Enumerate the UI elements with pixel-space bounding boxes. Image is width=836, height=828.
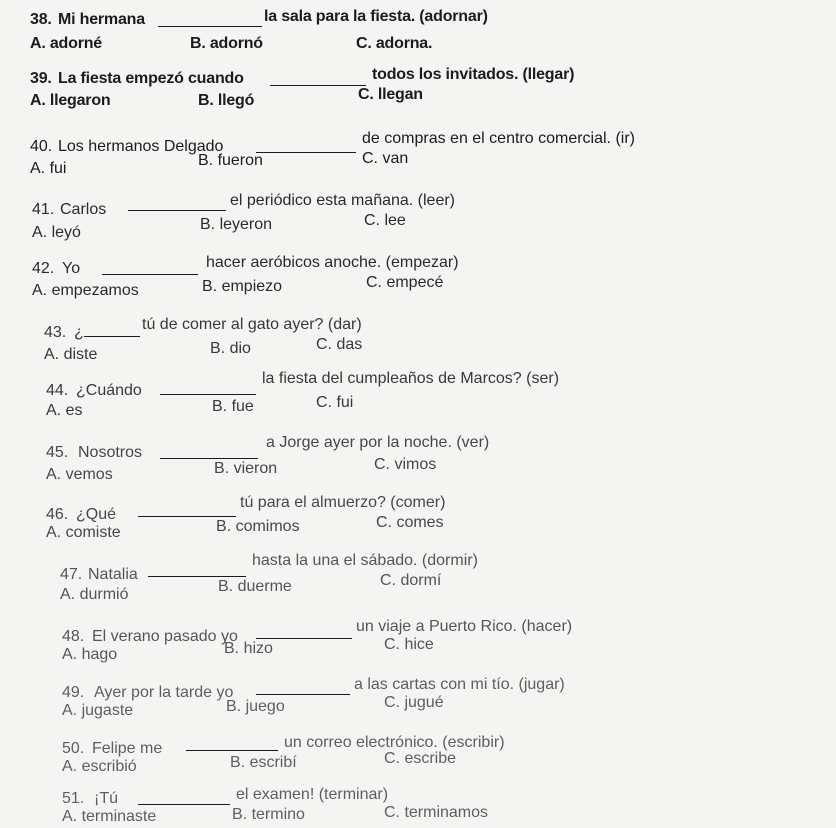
question-number: 46. <box>46 506 69 523</box>
answer-blank[interactable] <box>84 336 140 337</box>
question-prompt-end: a las cartas con mi tío. (jugar) <box>354 676 565 693</box>
option-b[interactable]: B. leyeron <box>200 216 273 233</box>
question-prompt-end: hacer aeróbicos anoche. (empezar) <box>206 254 459 271</box>
question-prompt-end: hasta la una el sábado. (dormir) <box>252 552 478 569</box>
answer-blank[interactable] <box>148 576 246 577</box>
option-c[interactable]: C. lee <box>364 212 406 229</box>
option-c[interactable]: C. vimos <box>374 456 437 473</box>
question-prompt-start: ¡Tú <box>94 790 118 807</box>
question-number: 42. <box>32 260 55 277</box>
option-c[interactable]: C. jugué <box>384 694 444 711</box>
option-c[interactable]: C. dormí <box>380 572 442 589</box>
option-c[interactable]: C. das <box>316 336 363 353</box>
question-prompt-start: Ayer por la tarde yo <box>94 684 234 701</box>
question-number: 50. <box>62 740 85 757</box>
answer-blank[interactable] <box>158 26 262 27</box>
option-b[interactable]: B. llegó <box>198 92 255 109</box>
option-c[interactable]: C. comes <box>376 514 444 531</box>
question-prompt-start: Los hermanos Delgado <box>58 138 224 155</box>
option-c[interactable]: C. fui <box>316 394 354 411</box>
option-a[interactable]: A. jugaste <box>62 702 134 719</box>
option-c[interactable]: C. terminamos <box>384 804 489 821</box>
question-prompt-end: la fiesta del cumpleaños de Marcos? (ser) <box>262 370 560 387</box>
question-43 <box>0 312 836 372</box>
question-51 <box>0 786 836 828</box>
option-c[interactable]: C. llegan <box>358 86 423 103</box>
question-number: 43. <box>44 324 67 341</box>
option-b[interactable]: B. empiezo <box>202 278 283 295</box>
answer-blank[interactable] <box>160 458 258 459</box>
question-prompt-end: la sala para la fiesta. (adornar) <box>264 8 488 25</box>
option-a[interactable]: A. llegaron <box>30 92 111 109</box>
answer-blank[interactable] <box>138 804 230 805</box>
option-c[interactable]: C. van <box>362 150 409 167</box>
option-b[interactable]: B. hizo <box>224 640 273 657</box>
option-a[interactable]: A. leyó <box>32 224 81 241</box>
option-b[interactable]: B. adornó <box>190 35 263 52</box>
question-prompt-start: El verano pasado yo <box>92 628 238 645</box>
question-number: 38. <box>30 11 52 28</box>
option-a[interactable]: A. vemos <box>46 466 113 483</box>
question-47 <box>0 552 836 620</box>
answer-blank[interactable] <box>256 152 356 153</box>
option-a[interactable]: A. terminaste <box>62 808 157 825</box>
option-b[interactable]: B. fueron <box>198 152 263 169</box>
question-number: 51. <box>62 790 85 807</box>
option-a[interactable]: A. es <box>46 402 83 419</box>
question-prompt-start: Carlos <box>60 201 107 218</box>
question-prompt-end: el periódico esta mañana. (leer) <box>230 192 456 209</box>
question-prompt-end: tú de comer al gato ayer? (dar) <box>142 316 362 333</box>
answer-blank[interactable] <box>256 638 352 639</box>
option-b[interactable]: B. comimos <box>216 518 300 535</box>
question-prompt-end: un viaje a Puerto Rico. (hacer) <box>356 618 573 635</box>
option-a[interactable]: A. hago <box>62 646 118 663</box>
question-number: 39. <box>30 70 52 87</box>
option-a[interactable]: A. empezamos <box>32 282 139 299</box>
question-38 <box>0 8 836 68</box>
answer-blank[interactable] <box>102 274 198 275</box>
option-a[interactable]: A. diste <box>44 346 98 363</box>
question-prompt-end: tú para el almuerzo? (comer) <box>240 494 446 511</box>
question-number: 49. <box>62 684 85 701</box>
option-b[interactable]: B. duerme <box>218 578 292 595</box>
question-prompt-start: Mi hermana <box>58 11 145 28</box>
option-a[interactable]: A. comiste <box>46 524 121 541</box>
question-number: 40. <box>30 138 53 155</box>
question-prompt-start: ¿Cuándo <box>76 382 142 399</box>
option-a[interactable]: A. escribió <box>62 758 137 775</box>
option-b[interactable]: B. escribí <box>230 754 297 771</box>
option-c[interactable]: C. escribe <box>384 750 457 767</box>
option-b[interactable]: B. juego <box>226 698 285 715</box>
option-a[interactable]: A. fui <box>30 160 67 177</box>
question-prompt-start: Felipe me <box>92 740 163 757</box>
question-number: 45. <box>46 444 69 461</box>
question-number: 48. <box>62 628 85 645</box>
option-c[interactable]: C. adorna. <box>356 35 433 52</box>
question-prompt-end: todos los invitados. (llegar) <box>372 66 575 83</box>
question-prompt-start: La fiesta empezó cuando <box>58 70 244 87</box>
question-prompt-start: Natalia <box>88 566 138 583</box>
question-42 <box>0 250 836 310</box>
question-number: 47. <box>60 566 83 583</box>
question-number: 44. <box>46 382 69 399</box>
option-a[interactable]: A. adorné <box>30 35 102 52</box>
question-prompt-end: un correo electrónico. (escribir) <box>284 734 505 751</box>
question-prompt-start: Yo <box>62 260 81 277</box>
answer-blank[interactable] <box>270 85 366 86</box>
question-40 <box>0 128 836 188</box>
answer-blank[interactable] <box>160 394 256 395</box>
option-a[interactable]: A. durmió <box>60 586 129 603</box>
question-prompt-end: a Jorge ayer por la noche. (ver) <box>266 434 490 451</box>
question-45 <box>0 434 836 500</box>
question-prompt-start: Nosotros <box>78 444 143 461</box>
question-number: 41. <box>32 201 55 218</box>
question-prompt-start: ¿Qué <box>76 506 117 523</box>
option-b[interactable]: B. fue <box>212 398 254 415</box>
option-c[interactable]: C. empecé <box>366 274 444 291</box>
question-prompt-end: el examen! (terminar) <box>236 786 389 803</box>
question-48 <box>0 618 836 682</box>
question-44 <box>0 370 836 436</box>
answer-blank[interactable] <box>256 694 350 695</box>
option-c[interactable]: C. hice <box>384 636 434 653</box>
answer-blank[interactable] <box>138 516 236 517</box>
option-b[interactable]: B. termino <box>232 806 305 823</box>
answer-blank[interactable] <box>128 210 226 211</box>
option-b[interactable]: B. vieron <box>214 460 278 477</box>
question-41 <box>0 188 836 248</box>
question-39 <box>0 66 836 126</box>
question-prompt-start: ¿ <box>74 324 84 341</box>
option-b[interactable]: B. dio <box>210 340 251 357</box>
question-prompt-end: de compras en el centro comercial. (ir) <box>362 130 635 147</box>
answer-blank[interactable] <box>186 750 278 751</box>
